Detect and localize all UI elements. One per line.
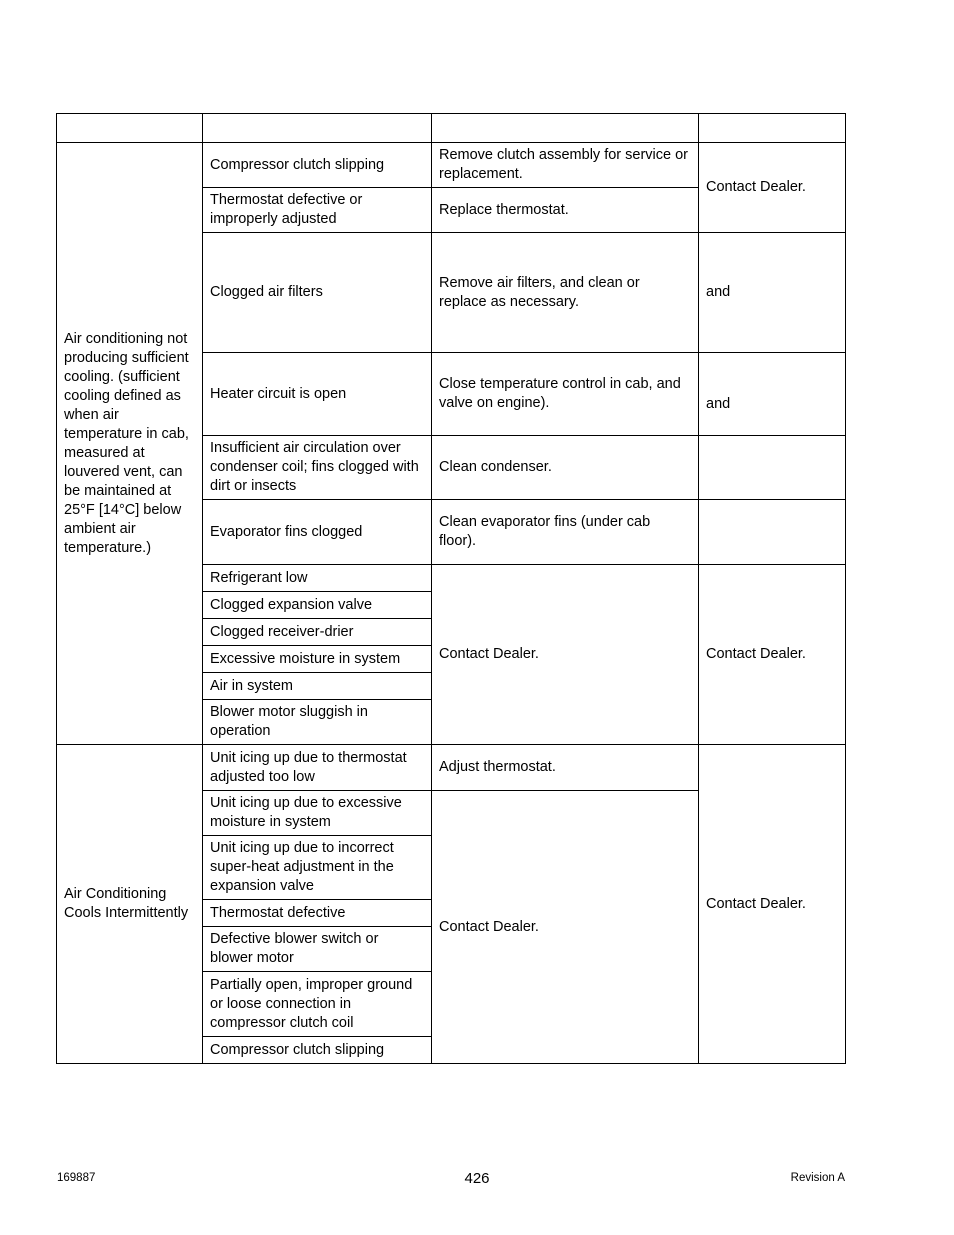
- cause-cell: Compressor clutch slipping: [203, 1037, 432, 1064]
- solution-cell: Contact Dealer.: [432, 791, 699, 1064]
- solution-cell: Close temperature control in cab, and valve on engine).: [432, 353, 699, 436]
- cause-cell: Excessive moisture in system: [203, 646, 432, 673]
- table-header-row: [57, 114, 846, 143]
- cause-cell: Insufficient air circulation over condenser coil; fins clogged with dirt or insects: [203, 436, 432, 500]
- refer-cell: [699, 436, 846, 500]
- cause-cell: Air in system: [203, 673, 432, 700]
- cause-cell: Refrigerant low: [203, 565, 432, 592]
- refer-cell: [699, 500, 846, 565]
- solution-cell: Clean condenser.: [432, 436, 699, 500]
- solution-cell: Adjust thermostat.: [432, 745, 699, 791]
- cause-cell: Evaporator fins clogged: [203, 500, 432, 565]
- refer-cell: Contact Dealer.: [699, 143, 846, 233]
- cause-cell: Partially open, improper ground or loose connection in compressor clutch coil: [203, 972, 432, 1037]
- solution-cell: Clean evaporator fins (under cab floor).: [432, 500, 699, 565]
- table-row: [57, 143, 846, 188]
- cause-cell: Defective blower switch or blower motor: [203, 927, 432, 972]
- refer-cell: and: [699, 233, 846, 353]
- troubleshooting-table: [56, 113, 846, 1064]
- solution-cell: Remove air filters, and clean or replace as necessary.: [432, 233, 699, 353]
- revision-label: Revision A: [790, 1172, 845, 1184]
- cause-cell: Clogged expansion valve: [203, 592, 432, 619]
- cause-cell: Thermostat defective: [203, 900, 432, 927]
- cause-cell: Unit icing up due to thermostat adjusted too low: [203, 745, 432, 791]
- header-refer-to: [699, 114, 846, 143]
- page-number: 426: [464, 1170, 490, 1187]
- cause-cell: Heater circuit is open: [203, 353, 432, 436]
- refer-cell: Contact Dealer.: [699, 565, 846, 745]
- table-row: [57, 745, 846, 791]
- header-solution: [432, 114, 699, 143]
- cause-cell: Unit icing up due to excessive moisture in system: [203, 791, 432, 836]
- document-number: 169887: [57, 1172, 96, 1184]
- solution-cell: Contact Dealer.: [432, 565, 699, 745]
- header-cause: [203, 114, 432, 143]
- cause-cell: Compressor clutch slipping: [203, 143, 432, 188]
- refer-cell: and: [699, 353, 846, 436]
- solution-cell: Replace thermostat.: [432, 188, 699, 233]
- header-problem: [57, 114, 203, 143]
- refer-cell: Contact Dealer.: [699, 745, 846, 1064]
- cause-cell: Blower motor sluggish in operation: [203, 700, 432, 745]
- cause-cell: Unit icing up due to incorrect super-heat adjustment in the expansion valve: [203, 836, 432, 900]
- cause-cell: Thermostat defective or improperly adjusted: [203, 188, 432, 233]
- problem-cell: Air Conditioning Cools Intermittently: [57, 745, 203, 1064]
- cause-cell: Clogged air filters: [203, 233, 432, 353]
- solution-cell: Remove clutch assembly for service or replacement.: [432, 143, 699, 188]
- problem-cell: Air conditioning not producing sufficient cooling. (sufficient cooling defined as when air temperature in cab, measured at louvered vent, can be maintained at 25°F [14°C] below ambient air temperature.): [57, 143, 203, 745]
- cause-cell: Clogged receiver-drier: [203, 619, 432, 646]
